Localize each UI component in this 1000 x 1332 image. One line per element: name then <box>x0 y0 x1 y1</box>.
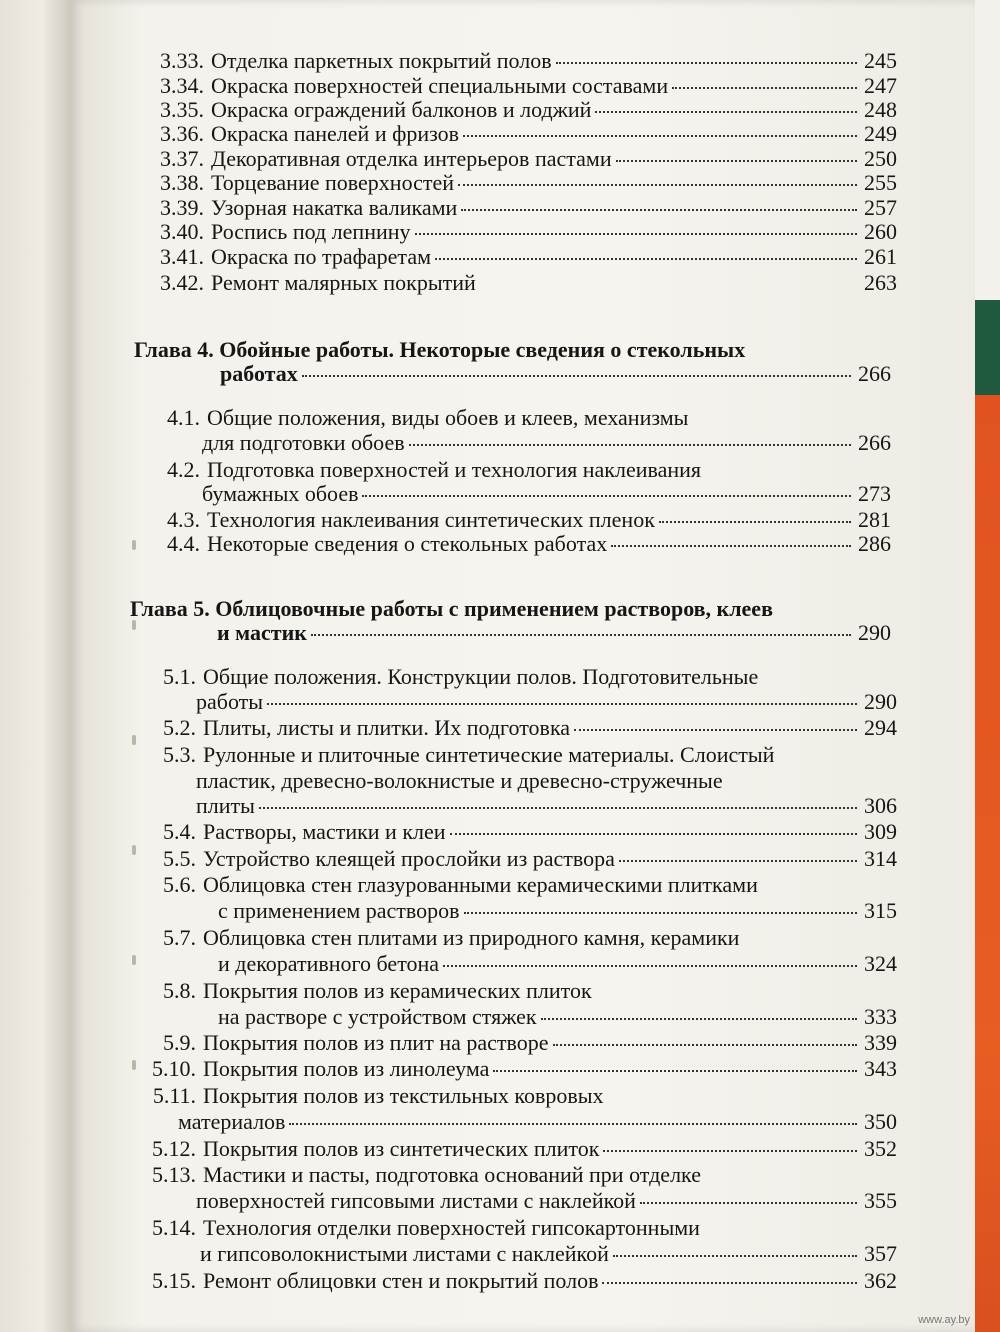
chapter-heading-cont <box>220 361 891 387</box>
toc-entry <box>160 270 897 296</box>
toc-entry-cont <box>218 951 897 977</box>
page-number: 294 <box>864 715 897 740</box>
page-number: 352 <box>864 1136 897 1161</box>
entry-title-cont: пластик, древесно-волокнистые и древесно-стружечные <box>196 768 723 793</box>
toc-entry <box>150 846 897 872</box>
entry-number: 3.33. <box>160 48 204 73</box>
entry-number: 5.15. <box>152 1268 196 1293</box>
page-number: 290 <box>858 620 891 645</box>
page-number: 250 <box>864 146 897 171</box>
toc-entry <box>150 1030 897 1056</box>
entry-number: 5.7. <box>163 925 196 950</box>
chapter-title-cont: работах <box>220 361 298 386</box>
book-page <box>70 0 975 1332</box>
toc-entry-cont <box>200 1241 897 1267</box>
entry-number: 3.39. <box>160 195 204 220</box>
toc-entry <box>144 1215 700 1241</box>
entry-number: 5.5. <box>163 846 196 871</box>
entry-title: Покрытия полов из текстильных ковровых <box>203 1083 604 1108</box>
entry-title: Покрытия полов из керамических плиток <box>203 978 592 1003</box>
page-number: 333 <box>864 1004 897 1029</box>
toc-entry <box>150 742 774 768</box>
leader-dots <box>461 208 857 211</box>
toc-entry <box>160 73 897 99</box>
toc-entry <box>144 1056 897 1082</box>
leader-dots <box>541 1017 857 1020</box>
page-number: 281 <box>858 507 891 532</box>
entry-number: 4.3. <box>167 507 200 532</box>
page-number: 309 <box>864 819 897 844</box>
toc-entry-cont <box>196 768 723 794</box>
entry-number: 5.12. <box>152 1136 196 1161</box>
leader-dots <box>659 520 851 523</box>
entry-number: 3.34. <box>160 73 204 98</box>
entry-number: 5.3. <box>163 742 196 767</box>
toc-entry <box>144 1083 604 1109</box>
entry-number: 3.38. <box>160 170 204 195</box>
toc-entry <box>160 121 897 147</box>
page-number: 306 <box>864 793 897 818</box>
entry-title: Декоративная отделка интерьеров пастами <box>211 146 612 171</box>
entry-title: Рулонные и плиточные синтетические материалы. Слоистый <box>203 742 775 767</box>
page-number: 249 <box>864 121 897 146</box>
page-number: 245 <box>864 48 897 73</box>
entry-number: 3.36. <box>160 121 204 146</box>
page-number: 355 <box>864 1188 897 1213</box>
entry-title: Роспись под лепнину <box>211 219 411 244</box>
leader-dots <box>463 134 857 137</box>
entry-number: 3.37. <box>160 146 204 171</box>
toc-entry-cont <box>196 793 897 819</box>
entry-number: 4.4. <box>167 531 200 556</box>
leader-dots <box>259 806 857 809</box>
entry-title: Узорная накатка валиками <box>211 195 458 220</box>
leader-dots <box>602 1281 857 1284</box>
leader-dots <box>267 702 857 705</box>
leader-dots <box>464 911 857 914</box>
entry-number: 5.4. <box>163 819 196 844</box>
toc-entry <box>150 715 897 741</box>
toc-entry-cont <box>178 1109 897 1135</box>
entry-title-cont: бумажных обоев <box>202 481 359 506</box>
page-number: 247 <box>864 73 897 98</box>
leader-dots <box>435 257 857 260</box>
leader-dots <box>493 1069 857 1072</box>
leader-dots <box>640 1201 857 1204</box>
toc-entry-cont <box>202 430 891 456</box>
leader-dots <box>616 159 857 162</box>
leader-dots <box>289 1122 857 1125</box>
entry-title: Плиты, листы и плитки. Их подготовка <box>203 715 571 740</box>
toc-entry <box>150 819 897 845</box>
entry-number: 5.2. <box>163 715 196 740</box>
entry-title-cont: работы <box>196 689 264 714</box>
chapter-title: Глава 5. Облицовочные работы с применением растворов, клеев <box>130 596 773 621</box>
page-number: 261 <box>864 244 897 269</box>
toc-entry <box>150 925 739 951</box>
page-number: 314 <box>864 846 897 871</box>
entry-number: 5.10. <box>152 1056 196 1081</box>
leader-dots <box>415 232 857 235</box>
page-number: 266 <box>858 430 891 455</box>
page-number: 339 <box>864 1030 897 1055</box>
entry-title: Облицовка стен плитами из природного камня, керамики <box>203 925 740 950</box>
leader-dots <box>302 374 851 377</box>
toc-entry <box>160 146 897 172</box>
leader-dots <box>362 494 851 497</box>
leader-dots <box>458 183 857 186</box>
entry-number: 5.11. <box>152 1083 196 1108</box>
chapter-title-cont: и мастик <box>217 620 307 645</box>
entry-title: Растворы, мастики и клеи <box>203 819 446 844</box>
toc-entry <box>144 1268 897 1294</box>
entry-title-cont: на растворе с устройством стяжек <box>218 1004 537 1029</box>
toc-entry <box>150 664 758 690</box>
adjacent-page-edge <box>0 0 70 1332</box>
toc-entry <box>160 219 897 245</box>
cover-green-stripe <box>975 300 1000 395</box>
entry-title: Подготовка поверхностей и технология наклеивания <box>207 457 702 482</box>
entry-title-cont: поверхностей гипсовыми листами с наклейкой <box>196 1188 636 1213</box>
toc-entry <box>160 507 891 533</box>
entry-title: Устройство клеящей прослойки из раствора <box>203 846 615 871</box>
entry-title-cont: и декоративного бетона <box>218 951 440 976</box>
toc-entry <box>160 405 688 431</box>
leader-dots <box>553 1043 857 1046</box>
page-number: 324 <box>864 951 897 976</box>
entry-title: Технология отделки поверхностей гипсокартонными <box>203 1215 700 1240</box>
entry-title-cont: для подготовки обоев <box>202 430 405 455</box>
entry-title: Ремонт малярных покрытий <box>211 270 476 295</box>
toc-entry-cont <box>218 898 897 924</box>
watermark: www.ay.by <box>918 1314 970 1326</box>
entry-number: 5.8. <box>163 978 196 1003</box>
toc-entry <box>150 978 592 1004</box>
page-number: 362 <box>864 1268 897 1293</box>
page-number: 315 <box>864 898 897 923</box>
entry-title-cont: плиты <box>196 793 255 818</box>
table-of-contents <box>70 0 975 1332</box>
entry-title-cont: с применением растворов <box>218 898 460 923</box>
leader-dots <box>611 544 851 547</box>
page-number: 343 <box>864 1056 897 1081</box>
page-number: 273 <box>858 481 891 506</box>
entry-number: 5.13. <box>152 1162 196 1187</box>
toc-entry <box>160 195 897 221</box>
leader-dots <box>613 1254 857 1257</box>
entry-number: 3.35. <box>160 97 204 122</box>
entry-number: 3.42. <box>160 270 204 295</box>
entry-number: 3.40. <box>160 219 204 244</box>
toc-entry <box>160 48 897 74</box>
page-number: 263 <box>864 270 897 295</box>
entry-title-cont: материалов <box>178 1109 286 1134</box>
page-number: 350 <box>864 1109 897 1134</box>
entry-title: Торцевание поверхностей <box>211 170 455 195</box>
chapter-title: Глава 4. Обойные работы. Некоторые сведения о стекольных <box>134 337 746 362</box>
toc-entry <box>150 872 758 898</box>
entry-number: 5.14. <box>152 1215 196 1240</box>
entry-title: Общие положения. Конструкции полов. Подготовительные <box>203 664 759 689</box>
entry-number: 5.6. <box>163 872 196 897</box>
toc-entry <box>160 457 701 483</box>
entry-title: Некоторые сведения о стекольных работах <box>207 531 608 556</box>
entry-title: Покрытия полов из линолеума <box>203 1056 490 1081</box>
page-number: 357 <box>864 1241 897 1266</box>
toc-entry-cont <box>218 1004 897 1030</box>
toc-entry <box>144 1162 701 1188</box>
toc-entry <box>160 531 891 557</box>
entry-title: Окраска панелей и фризов <box>211 121 460 146</box>
toc-entry-cont <box>196 1188 897 1214</box>
entry-title: Покрытия полов из синтетических плиток <box>203 1136 600 1161</box>
page-number: 260 <box>864 219 897 244</box>
leader-dots <box>603 1149 857 1152</box>
leader-dots <box>450 832 857 835</box>
leader-dots <box>574 728 857 731</box>
entry-title: Покрытия полов из плит на растворе <box>203 1030 549 1055</box>
leader-dots <box>443 964 857 967</box>
toc-entry-cont <box>196 689 897 715</box>
leader-dots <box>619 859 857 862</box>
leader-dots <box>311 633 851 636</box>
chapter-heading <box>134 337 745 363</box>
entry-title: Отделка паркетных покрытий полов <box>211 48 552 73</box>
page-number: 248 <box>864 97 897 122</box>
toc-entry <box>144 1136 897 1162</box>
entry-number: 3.41. <box>160 244 204 269</box>
page-number: 266 <box>858 361 891 386</box>
page-number: 290 <box>864 689 897 714</box>
page-number: 286 <box>858 531 891 556</box>
leader-dots <box>595 110 857 113</box>
entry-number: 4.2. <box>167 457 200 482</box>
cover-orange-stripe <box>975 395 1000 1332</box>
entry-title: Технология наклеивания синтетических пленок <box>207 507 655 532</box>
leader-dots <box>409 443 851 446</box>
entry-title-cont: и гипсоволокнистыми листами с наклейкой <box>200 1241 609 1266</box>
entry-title: Окраска по трафаретам <box>211 244 431 269</box>
entry-title: Окраска поверхностей специальными составами <box>211 73 669 98</box>
chapter-heading <box>130 596 773 622</box>
toc-entry <box>160 244 897 270</box>
entry-title: Мастики и пасты, подготовка оснований при отделке <box>203 1162 701 1187</box>
toc-entry-cont <box>202 481 891 507</box>
leader-dots <box>672 86 857 89</box>
toc-entry <box>160 97 897 123</box>
entry-number: 4.1. <box>167 405 200 430</box>
entry-title: Окраска ограждений балконов и лоджий <box>211 97 592 122</box>
leader-dots <box>556 61 857 64</box>
page-number: 257 <box>864 195 897 220</box>
entry-number: 5.9. <box>163 1030 196 1055</box>
page-number: 255 <box>864 170 897 195</box>
toc-entry <box>160 170 897 196</box>
entry-title: Ремонт облицовки стен и покрытий полов <box>203 1268 599 1293</box>
entry-number: 5.1. <box>163 664 196 689</box>
entry-title: Общие положения, виды обоев и клеев, механизмы <box>207 405 689 430</box>
chapter-heading-cont <box>217 620 891 646</box>
entry-title: Облицовка стен глазурованными керамическими плитками <box>203 872 758 897</box>
